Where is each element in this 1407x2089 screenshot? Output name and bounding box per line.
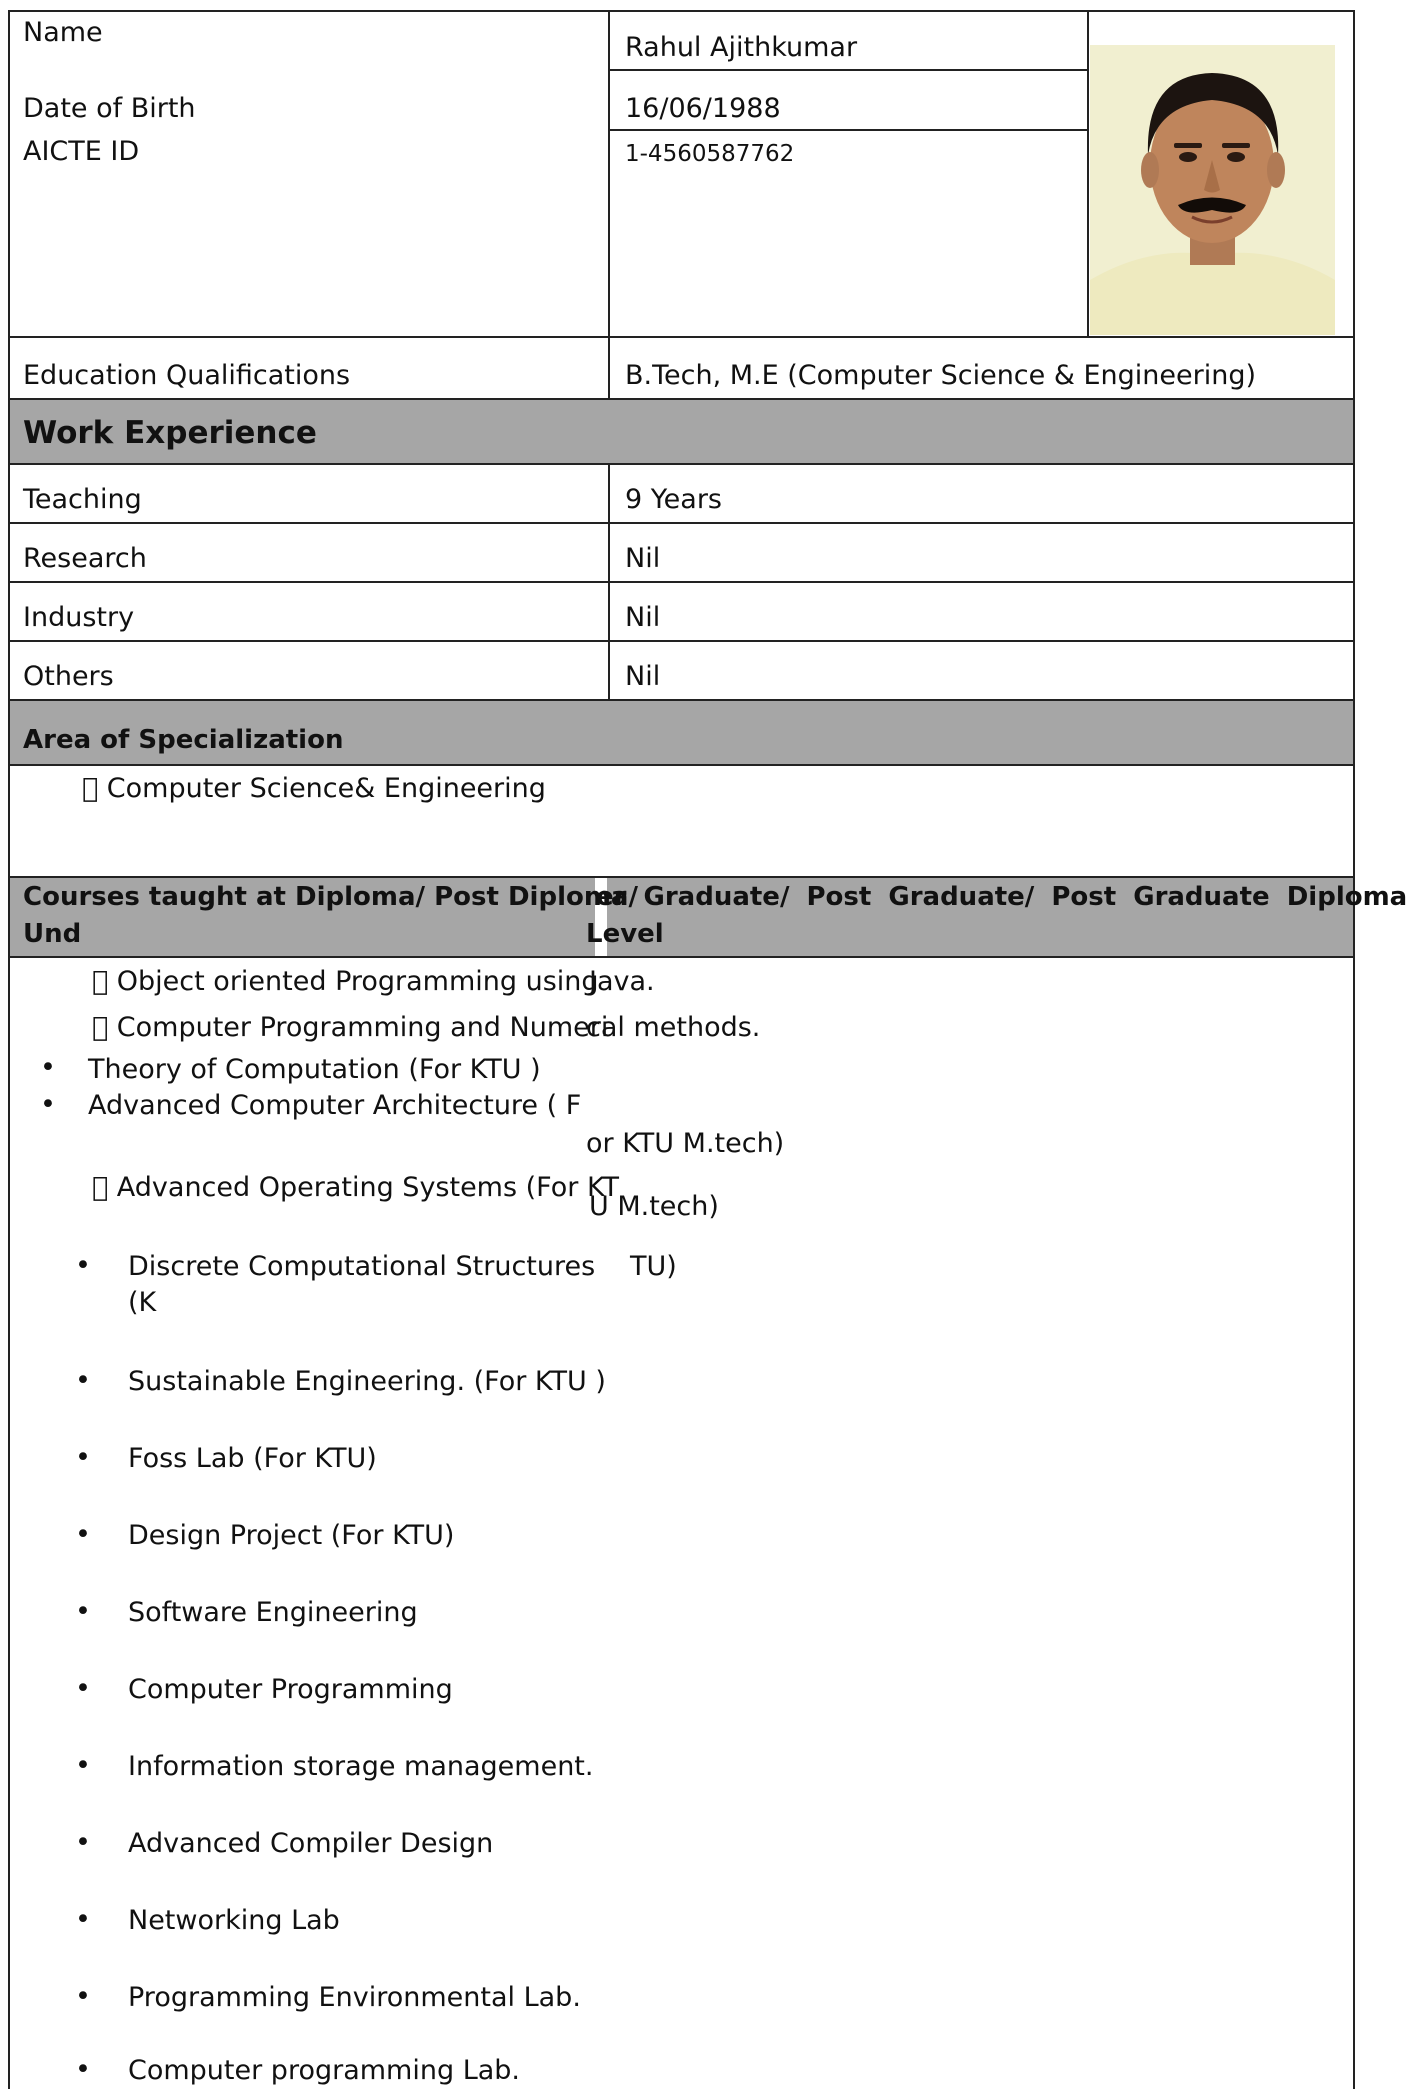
course-aca-right: or KTU M.tech) — [586, 1128, 785, 1159]
course-dcs-bullet: • — [75, 1250, 91, 1281]
list-bullet-3: • — [75, 1519, 91, 1550]
research-label: Research — [23, 543, 147, 574]
course-cpnm-right-clip — [586, 1008, 856, 1044]
profile-photo — [1090, 45, 1335, 335]
course-toc-bullet: • — [40, 1052, 56, 1083]
course-oop-right: Java. — [589, 966, 655, 997]
list-bullet-4: • — [75, 1596, 91, 1627]
list-bullet-6: • — [75, 1750, 91, 1781]
industry-label: Industry — [23, 602, 135, 633]
row-line-courses — [8, 876, 1355, 878]
list-item: Programming Environmental Lab. — [128, 1982, 581, 2013]
course-toc: Theory of Computation (For KTU ) — [88, 1054, 541, 1085]
row-line-courses-bottom — [8, 956, 1355, 958]
course-aca-left: Advanced Computer Architecture ( F — [88, 1090, 582, 1121]
industry-value: Nil — [625, 602, 661, 633]
border-right — [1353, 10, 1355, 2089]
courses-heading-line2-right-clip — [586, 915, 796, 955]
list-bullet-2: • — [75, 1442, 91, 1473]
list-item: Design Project (For KTU) — [128, 1520, 455, 1551]
work-experience-heading: Work Experience — [23, 415, 317, 451]
row-line-others — [8, 640, 1355, 642]
border-top — [8, 10, 1355, 12]
courses-heading-line1-right: er Graduate/ Post Graduate/ Post Graduate Diploma — [596, 882, 1407, 912]
aicte-label: AICTE ID — [23, 136, 140, 167]
person-photo-icon — [1090, 45, 1335, 335]
row-line-research — [8, 522, 1355, 524]
row-line-industry — [8, 581, 1355, 583]
list-bullet-1: • — [75, 1365, 91, 1396]
value-row-line-1 — [608, 69, 1089, 71]
name-value: Rahul Ajithkumar — [625, 32, 858, 63]
courses-heading-line2-left: Und — [23, 919, 82, 949]
course-dcs-right: TU) — [630, 1251, 677, 1282]
course-aca-bullet: • — [40, 1089, 56, 1120]
others-value: Nil — [625, 661, 661, 692]
list-bullet-10: • — [75, 2054, 91, 2085]
courses-heading-line1-left: Courses taught at Diploma/ Post Diploma/ — [23, 882, 638, 912]
course-cpnm-right: cal methods. — [586, 1012, 761, 1043]
row-line-spec-bottom — [8, 764, 1355, 766]
education-label: Education Qualifications — [23, 360, 351, 391]
list-item: Sustainable Engineering. (For KTU ) — [128, 1366, 606, 1397]
photo-divider — [1087, 10, 1089, 337]
list-bullet-9: • — [75, 1981, 91, 2012]
aicte-value: 1-4560587762 — [625, 141, 795, 167]
education-value: B.Tech, M.E (Computer Science & Engineering) — [625, 360, 1257, 391]
row-line-workexp — [8, 398, 1355, 400]
list-bullet-5: • — [75, 1673, 91, 1704]
name-label: Name — [23, 17, 103, 48]
row-line-spec — [8, 699, 1355, 701]
course-oop-left: Object oriented Programming using — [92, 966, 574, 997]
list-item: Information storage management. — [128, 1751, 594, 1782]
course-dcs-left: Discrete Computational Structures — [128, 1251, 596, 1282]
teaching-label: Teaching — [23, 484, 142, 515]
course-dcs-left2: (K — [128, 1287, 157, 1318]
course-aos-right: U M.tech) — [589, 1191, 719, 1222]
list-item: Networking Lab — [128, 1905, 340, 1936]
specialization-item: Computer Science& Engineering — [82, 773, 522, 804]
others-label: Others — [23, 661, 114, 692]
dob-label: Date of Birth — [23, 93, 196, 124]
course-aos-right-clip — [589, 1187, 796, 1223]
row-line-education — [8, 336, 1355, 338]
list-bullet-8: • — [75, 1904, 91, 1935]
course-aos-left: Advanced Operating Systems (For KT — [92, 1172, 595, 1203]
specialization-heading: Area of Specialization — [23, 725, 344, 755]
list-item: Advanced Compiler Design — [128, 1828, 494, 1859]
list-item: Software Engineering — [128, 1597, 418, 1628]
research-value: Nil — [625, 543, 661, 574]
teaching-value: 9 Years — [625, 484, 722, 515]
list-item: Computer programming Lab. — [128, 2055, 521, 2086]
list-item: Foss Lab (For KTU) — [128, 1443, 377, 1474]
course-oop-right-clip — [589, 962, 796, 998]
border-left — [8, 10, 10, 2089]
courses-heading-line2-right: Level — [586, 919, 664, 949]
value-row-line-2 — [608, 129, 1089, 131]
dob-value: 16/06/1988 — [625, 93, 781, 124]
list-bullet-7: • — [75, 1827, 91, 1858]
row-line-teaching — [8, 463, 1355, 465]
list-item: Computer Programming — [128, 1674, 453, 1705]
course-aca-right-clip — [586, 1124, 856, 1160]
course-cpnm-left: Computer Programming and Numeri — [92, 1012, 584, 1043]
